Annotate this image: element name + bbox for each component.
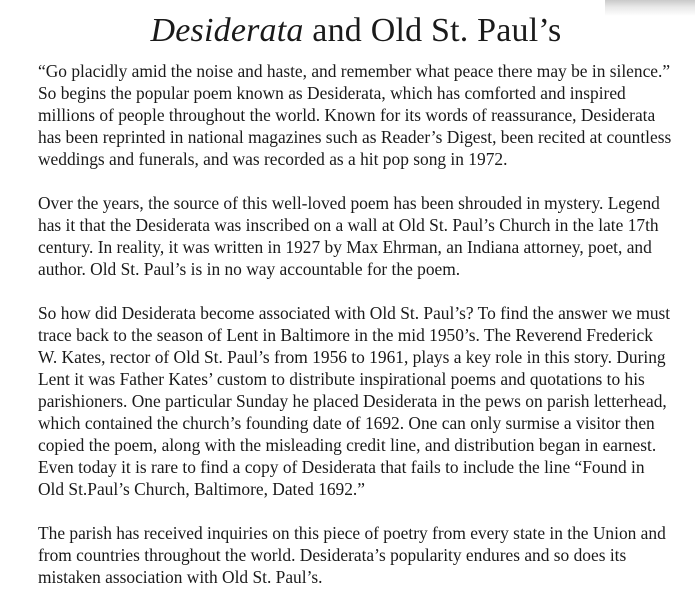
paragraph-legend: Over the years, the source of this well-loved poem has been shrouded in mystery. Legend has it that the Desiderata was inscribed on a wall at Old St. Paul’s Church in the late 17th century. In reality, it was written in 1927 by Max Ehrman, an Indiana attorney, poet, and author. Old St. Paul’s is in no way accountable for the poem. [38,193,660,279]
paragraph-closing: The parish has received inquiries on this piece of poetry from every state in the Union and from countries throughout the world. Desiderata’s popularity endures and so does its mistaken association with Old St. Paul’s. [38,523,666,587]
document-page [38,10,674,610]
article-body [38,60,674,588]
page-title [38,10,674,52]
title-italic: Desiderata [150,12,304,49]
paragraph-history: So how did Desiderata become associated with Old St. Paul’s? To find the answer we must trace back to the season of Lent in Baltimore in the mid 1950’s. The Reverend Frederick W. Kates, rector of Old St. Paul’s from 1956 to 1961, plays a key role in this story. During Lent it was Father Kates’ custom to distribute inspirational poems and quotations to his parishioners. One particular Sunday he placed Desiderata in the pews on parish letterhead, which contained the church’s founding date of 1692. One can only surmise a visitor then copied the poem, along with the misleading credit line, and distribution began in earnest. Even today it is rare to find a copy of Desiderata that fails to include the line “Found in Old St.Paul’s Church, Baltimore, Dated 1692.” [38,303,671,499]
title-rest: and Old St. Paul’s [303,12,562,49]
paragraph-intro: “Go placidly amid the noise and haste, and remember what peace there may be in silence.” So begins the popular poem known as Desiderata, which has comforted and inspired millions of people throughout the world. Known for its words of reassurance, Desiderata has been reprinted in national magazines such as Reader’s Digest, been recited at countless weddings and funerals, and was recorded as a hit pop song in 1972. [38,61,672,169]
